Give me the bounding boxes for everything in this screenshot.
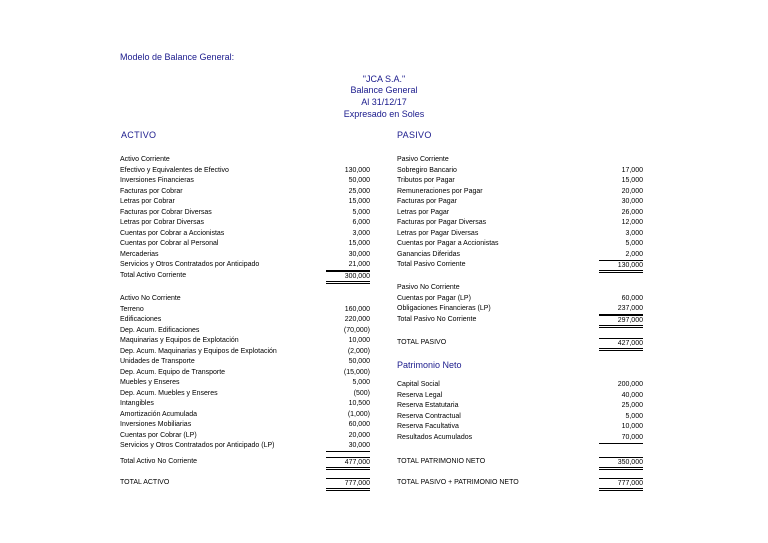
total-patrimonio-neto-value: 350,000 [599,457,643,470]
total-activo-no-corriente-value: 477,000 [326,457,370,470]
activo-no-corriente-row-label: Dep. Acum. Equipo de Transporte [120,368,226,376]
activo-no-corriente-row-label: Dep. Acum. Muebles y Enseres [120,389,218,397]
activo-corriente-row-value: 21,000 [326,260,370,271]
activo-no-corriente-row-value: (2,000) [347,347,370,355]
total-pasivo-label: TOTAL PASIVO [397,339,447,346]
total-activo-value: 777,000 [326,478,370,491]
activo-corriente-row-label: Facturas por Cobrar [120,187,183,195]
activo-corriente-row-label: Cuentas por Cobrar a Accionistas [120,229,225,237]
activo-corriente-row-label: Facturas por Cobrar Diversas [120,208,212,216]
activo-no-corriente-row-label: Edificaciones [120,316,162,323]
activo-no-corriente-row-value: 60,000 [348,421,370,428]
company-name: "JCA S.A." [362,74,406,84]
patrimonio-row-value: 25,000 [621,402,643,409]
pasivo-corriente-heading-label: Pasivo Corriente [397,156,449,163]
activo-no-corriente-row-value: 220,000 [344,316,370,323]
patrimonio-heading-label: Patrimonio Neto [397,360,462,370]
activo-corriente-row-label: Servicios y Otros Contratados por Anticipado [120,261,260,268]
activo-corriente-row-label: Cuentas por Cobrar al Personal [120,240,219,247]
activo-no-corriente-row-value: 5,000 [352,379,370,386]
total-activo-label: TOTAL ACTIVO [120,479,170,486]
activo-no-corriente-row-label: Servicios y Otros Contratados por Anticipado (LP) [120,442,275,449]
activo-corriente-heading-label: Activo Corriente [120,156,170,163]
patrimonio-row-label: Capital Social [397,381,440,388]
patrimonio-row-label: Reserva Contractual [397,412,461,420]
activo-no-corriente-row-label: Intangibles [120,400,154,407]
activo-no-corriente-row-label: Amortización Acumulada [120,410,198,418]
patrimonio-row-value: 5,000 [625,412,643,420]
pasivo-corriente-row-label: Letras por Pagar Diversas [397,229,479,237]
activo-no-corriente-row-value: 160,000 [344,305,370,313]
patrimonio-row-value: 10,000 [621,423,643,430]
activo-no-corriente-row-value: (1,000) [347,410,370,418]
activo-no-corriente-row-label: Cuentas por Cobrar (LP) [120,431,197,439]
activo-corriente-row-value: 25,000 [348,187,370,195]
patrimonio-row-label: Reserva Legal [397,391,443,399]
activo-no-corriente-row-label: Dep. Acum. Maquinarias y Equipos de Explotación [120,347,277,355]
activo-no-corriente-row-value: (15,000) [343,368,370,376]
activo-heading: ACTIVO [121,130,157,140]
pasivo-corriente-row-label: Ganancias Diferidas [397,250,461,258]
activo-corriente-row-value: 6,000 [352,219,370,226]
activo-no-corriente-row-label: Dep. Acum. Edificaciones [120,326,200,334]
pasivo-corriente-row-label: Cuentas por Pagar a Accionistas [397,240,499,247]
activo-no-corriente-row-label: Inversiones Mobiliarias [120,421,192,428]
total-activo-corriente-label: Total Activo Corriente [120,271,187,279]
pasivo-no-corriente-row-label: Obligaciones Financieras (LP) [397,305,491,312]
pasivo-corriente-row-label: Facturas por Pagar Diversas [397,219,487,226]
total-pasivo-no-corriente-value: 297,000 [599,315,643,328]
activo-corriente-row-value: 5,000 [352,208,370,216]
activo-corriente-row-value: 50,000 [348,177,370,184]
activo-no-corriente-row-label: Muebles y Enseres [120,379,180,386]
pasivo-no-corriente-row-value: 237,000 [599,304,643,315]
activo-no-corriente-row-label: Terreno [120,305,144,313]
pasivo-no-corriente-heading-label: Pasivo No Corriente [397,284,460,291]
activo-no-corriente-row-value: (500) [353,389,370,397]
pasivo-corriente-row-value: 17,000 [621,166,643,174]
pasivo-corriente-row-value: 12,000 [621,219,643,226]
activo-no-corriente-heading-label: Activo No Corriente [120,295,181,302]
patrimonio-row-value: 70,000 [599,433,643,444]
activo-corriente-row-value: 15,000 [348,240,370,247]
total-pasivo-corriente-value: 130,000 [599,260,643,273]
activo-corriente-row-label: Mercaderias [120,250,159,258]
statement-name: Balance General [350,85,418,95]
pasivo-corriente-row-label: Letras por Pagar [397,208,450,216]
pasivo-corriente-row-value: 26,000 [621,208,643,216]
activo-no-corriente-row-label: Maquinarias y Equipos de Explotación [120,337,239,344]
pasivo-corriente-row-label: Remuneraciones por Pagar [397,187,483,195]
total-activo-corriente-value: 300,000 [326,271,370,284]
activo-corriente-row-value: 130,000 [344,166,370,174]
patrimonio-row-label: Reserva Estatutaria [397,402,459,409]
pasivo-corriente-row-label: Sobregiro Bancario [397,166,457,174]
pasivo-corriente-row-value: 2,000 [599,250,643,261]
activo-no-corriente-row-value: 30,000 [326,441,370,452]
activo-no-corriente-row-value: 20,000 [348,431,370,439]
activo-no-corriente-row-value: 10,500 [348,400,370,407]
activo-corriente-row-value: 15,000 [348,198,370,205]
activo-corriente-row-value: 3,000 [352,229,370,237]
patrimonio-row-value: 40,000 [621,391,643,399]
statement-date: Al 31/12/17 [361,97,407,107]
activo-no-corriente-row-value: (70,000) [343,326,370,334]
patrimonio-row-label: Reserva Facultativa [397,423,459,430]
total-patrimonio-neto-label: TOTAL PATRIMONIO NETO [397,458,486,465]
activo-corriente-row-label: Inversiones Financieras [120,177,194,184]
pasivo-corriente-row-value: 15,000 [621,177,643,184]
total-activo-no-corriente-label: Total Activo No Corriente [120,458,198,465]
activo-corriente-row-label: Letras por Cobrar [120,198,175,205]
pasivo-no-corriente-row-label: Cuentas por Pagar (LP) [397,294,471,302]
pasivo-corriente-row-value: 30,000 [621,198,643,205]
activo-corriente-row-value: 30,000 [348,250,370,258]
patrimonio-row-value: 200,000 [617,381,643,388]
activo-no-corriente-row-value: 50,000 [348,358,370,365]
pasivo-corriente-row-value: 5,000 [625,240,643,247]
total-pasivo-corriente-label: Total Pasivo Corriente [397,261,466,268]
total-pasivo-no-corriente-label: Total Pasivo No Corriente [397,315,477,323]
pasivo-corriente-row-label: Tributos por Pagar [397,177,455,184]
activo-corriente-row-label: Letras por Cobrar Diversas [120,219,205,226]
pasivo-corriente-row-value: 20,000 [621,187,643,195]
patrimonio-row-label: Resultados Acumulados [397,433,473,441]
pasivo-no-corriente-row-value: 60,000 [621,294,643,302]
total-pasivo-patrimonio-label: TOTAL PASIVO + PATRIMONIO NETO [397,479,519,486]
activo-no-corriente-row-value: 10,000 [348,337,370,344]
activo-no-corriente-row-label: Unidades de Transporte [120,358,195,365]
pasivo-heading: PASIVO [397,130,432,140]
pasivo-corriente-row-value: 3,000 [625,229,643,237]
total-pasivo-value: 427,000 [599,338,643,351]
currency-note: Expresado en Soles [343,109,425,119]
document-title: Modelo de Balance General: [120,52,235,62]
pasivo-corriente-row-label: Facturas por Pagar [397,198,457,205]
total-pasivo-patrimonio-value: 777,000 [599,478,643,491]
activo-corriente-row-label: Efectivo y Equivalentes de Efectivo [120,166,229,174]
